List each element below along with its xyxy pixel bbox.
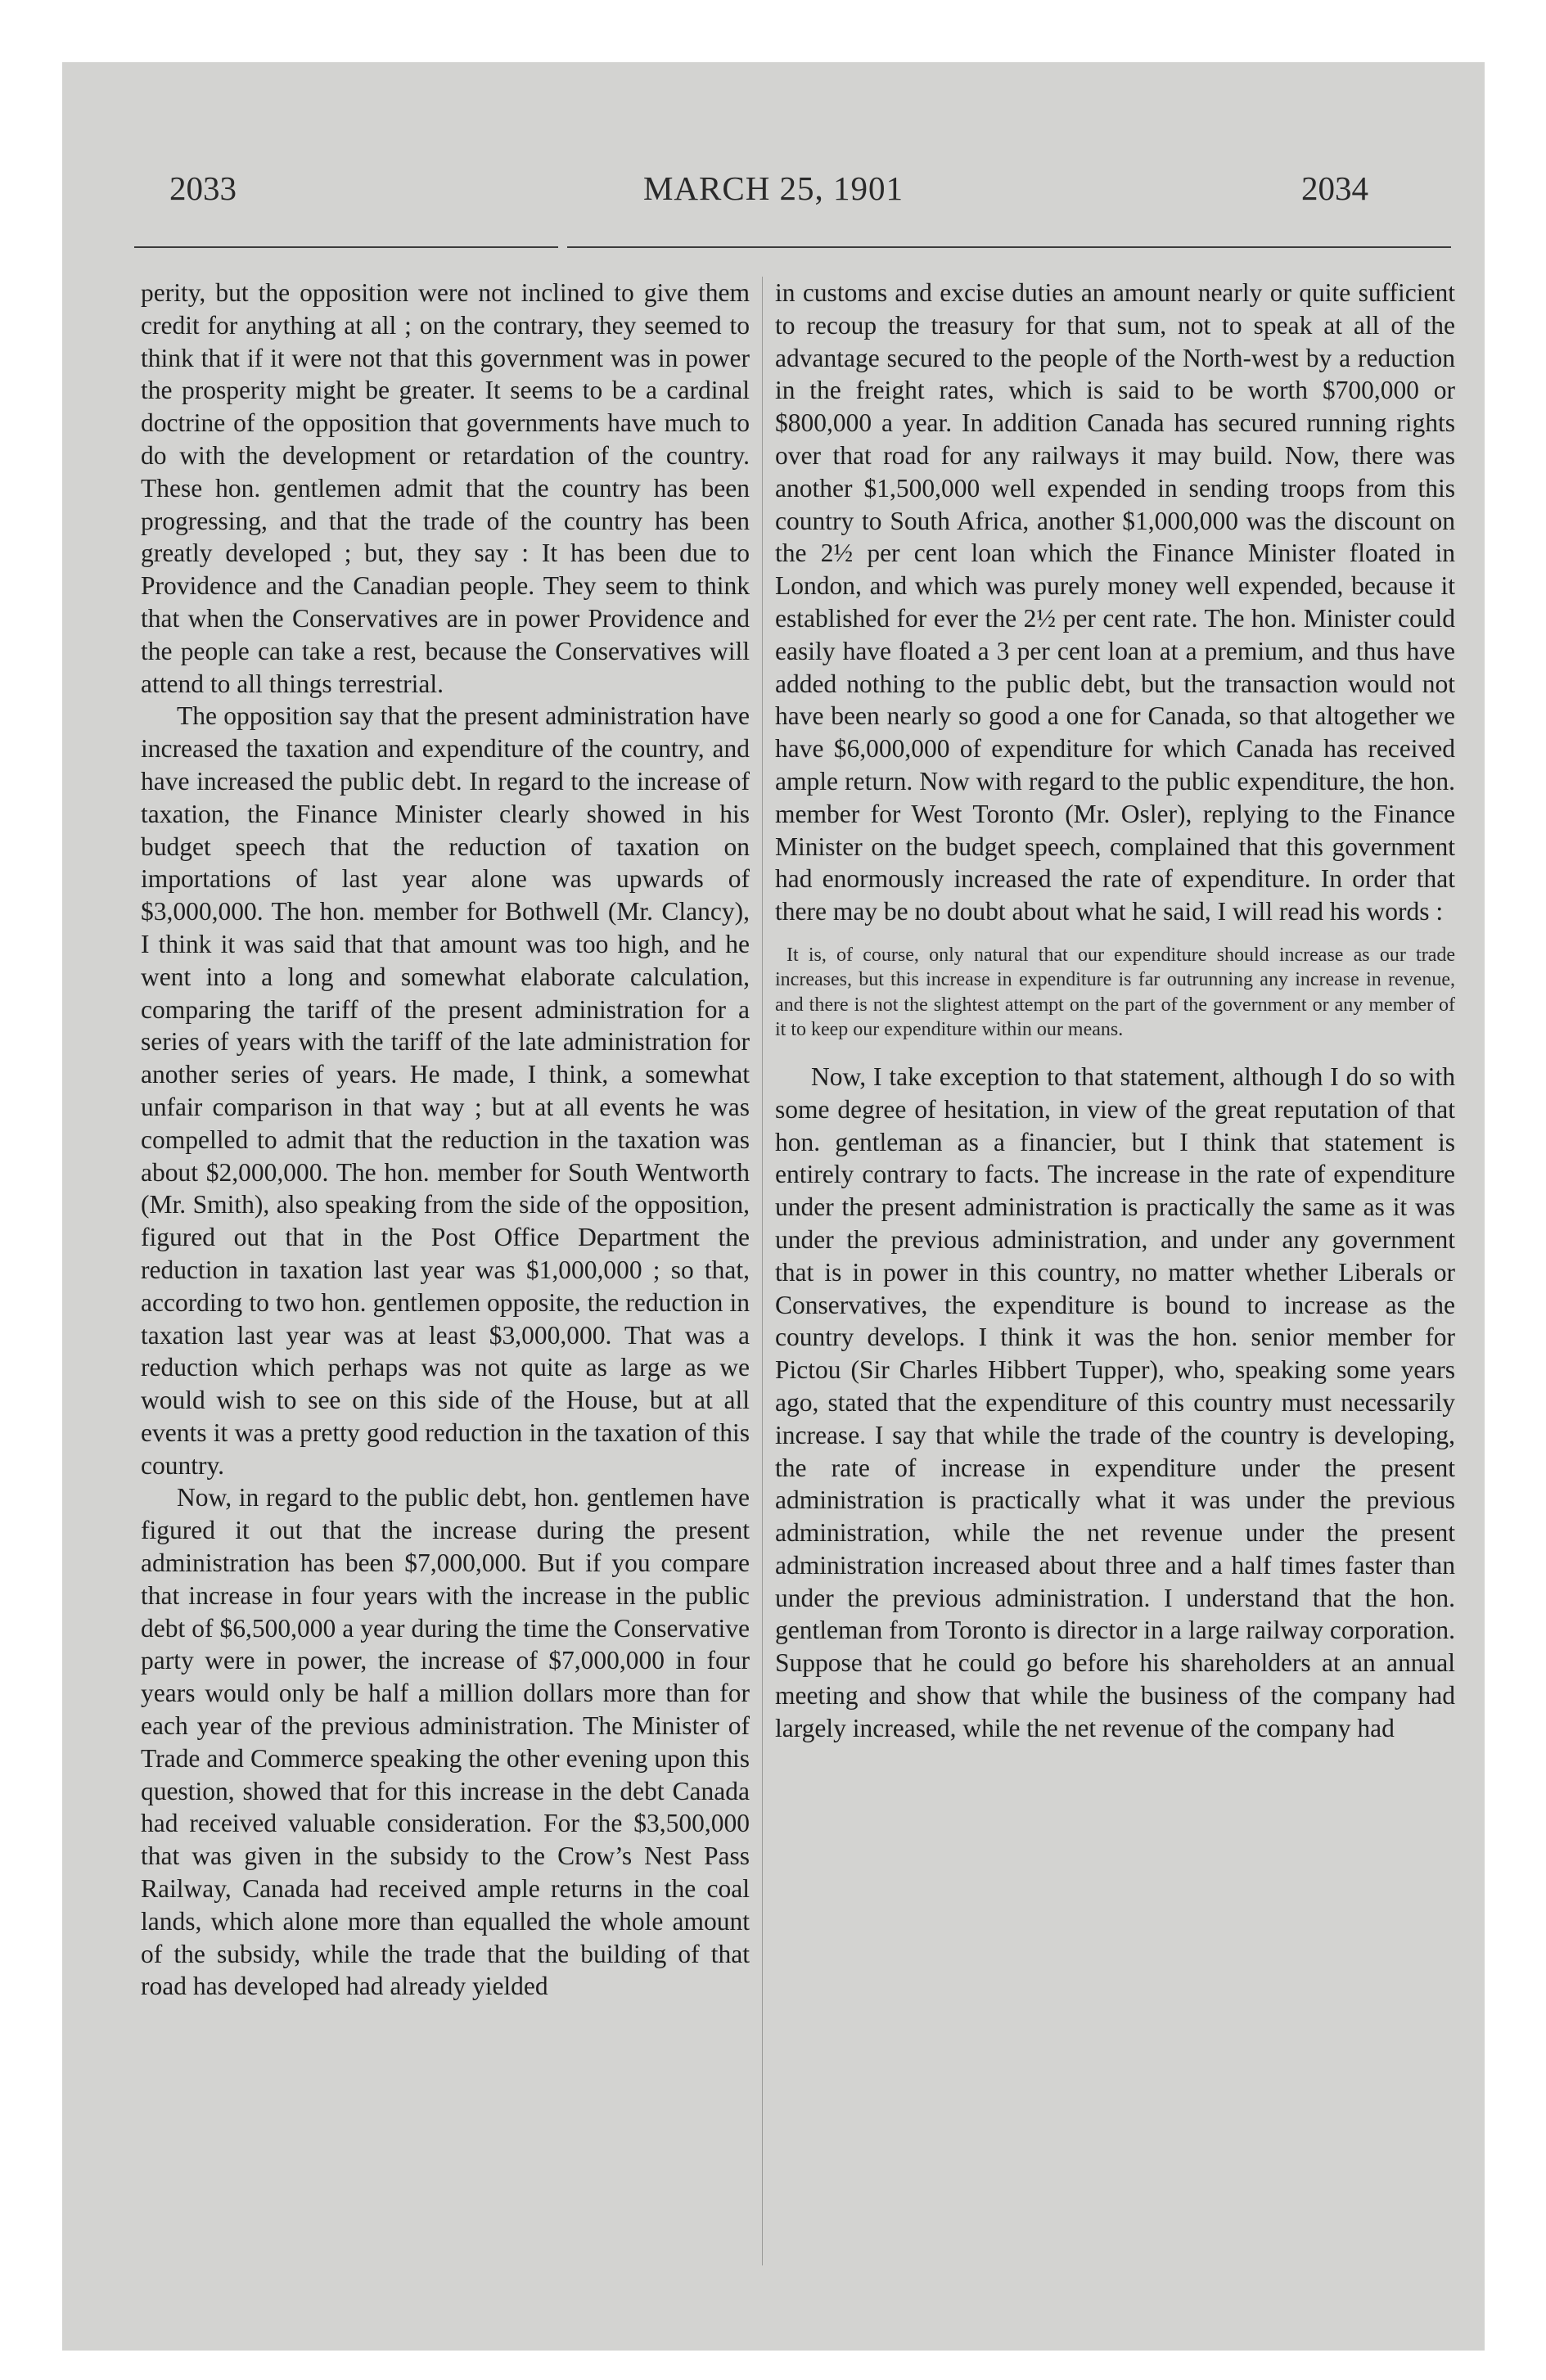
- column-divider: [762, 277, 763, 2265]
- paragraph: perity, but the opposition were not inclined to give them credit for anything at all ; on the contrary, they seemed to think that if it were not that this government was in power the prosperity might be greater. It seems to be a cardinal doctrine of the opposition that governments have much to do with the development or retardation of the country. These hon. gentlemen admit that the country has been progressing, and that the trade of the country has been greatly developed ; but, they say : It has been due to Providence and the Canadian people. They seem to think that when the Conservatives are in power Providence and the people can take a rest, because the Conservatives will attend to all things terrestrial.: [141, 278, 750, 698]
- block-quote: It is, of course, only natural that our expenditure should increase as our trade increases, but this increase in expenditure is far outrunning any increase in revenue, and there is not the slightest attempt on the part of the government or any member of it to keep our expenditure within our means.: [775, 944, 1455, 1041]
- header-rule-right: [567, 246, 1451, 248]
- page-date: MARCH 25, 1901: [642, 169, 904, 207]
- paragraph: Now, I take exception to that statement, although I do so with some degree of hesitation, in view of the great reputation of that hon. gentleman as a financier, but I think that statement is entirely contrary to facts. The increase in the rate of expenditure under the present administration is practically the same as it was under the previous administration, and under any government that is in power in this country, no matter whether Liberals or Conservatives, the expenditure is bound to increase as the country develops. I think it was the hon. senior member for Pictou (Sir Charles Hibbert Tupper), who, speaking some years ago, stated that the expenditure of this country must necessarily increase. I say that while the trade of the country is developing, the rate of increase in expenditure under the present administration is practically what it was under the previous administration, while the net revenue under the present administration increased about three and a half times faster than under the previous administration. I understand that the hon. gentleman from Toronto is director in a large railway corporation. Suppose that he could go before his shareholders at an annual meeting and show that while the business of the company had largely increased, while the net revenue of the company had: [775, 1062, 1455, 1742]
- page-number-left: 2033: [169, 169, 237, 207]
- paragraph: Now, in regard to the public debt, hon. gentlemen have figured it out that the increase during the present administration has been $7,000,000. But if you compare that increase in four years with the increase in the public debt of $6,500,000 a year during the time the Conservative party were in power, the increase of $7,000,000 in four years would only be half a million dollars more than for each year of the previous administration. The Minister of Trade and Commerce speaking the other evening upon this question, showed that for this increase in the debt Canada had received valuable consideration. For the $3,500,000 that was given in the subsidy to the Crow’s Nest Pass Railway, Canada had received ample returns in the coal lands, which alone more than equalled the whole amount of the subsidy, while the trade that the building of that road has developed had already yielded: [141, 1483, 750, 2001]
- right-column: [775, 277, 1455, 2206]
- paragraph: in customs and excise duties an amount nearly or quite sufficient to recoup the treasury for that sum, not to speak at all of the advantage secured to the people of the North-west by a reduction in the freight rates, which is said to be worth $700,000 or $800,000 a year. In addition Canada has secured running rights over that road for any railways it may build. Now, there was another $1,500,000 well expended in sending troops from this country to South Africa, another $1,000,000 was the discount on the 2½ per cent loan which the Finance Minister floated in London, and which was purely money well expended, because it established for ever the 2½ per cent rate. The hon. Minister could easily have floated a 3 per cent loan at a premium, and thus have added nothing to the public debt, but the transaction would not have been nearly so good a one for Canada, so that altogether we have $6,000,000 of expenditure for which Canada has received ample return. Now with regard to the public expenditure, the hon. member for West Toronto (Mr. Osler), replying to the Finance Minister on the budget speech, complained that this government had enormously increased the rate of expenditure. In order that there may be no doubt about what he said, I will read his words :: [775, 278, 1455, 926]
- left-column: [141, 277, 750, 2206]
- page-number-right: 2034: [1301, 169, 1368, 207]
- paragraph: The opposition say that the present administration have increased the taxation and expenditure of the country, and have increased the public debt. In regard to the increase of taxation, the Finance Minister clearly showed in his budget speech that the reduction of taxation on importations of last year alone was upwards of $3,000,000. The hon. member for Bothwell (Mr. Clancy), I think it was said that that amount was too high, and he went into a long and somewhat elaborate calculation, comparing the tariff of the present administration for a series of years with the tariff of the late administration for another series of years. He made, I think, a somewhat unfair comparison in that way ; but at all events he was compelled to admit that the reduction in the taxation was about $2,000,000. The hon. member for South Wentworth (Mr. Smith), also speaking from the side of the opposition, figured out that in the Post Office Department the reduction in taxation last year was $1,000,000 ; so that, according to two hon. gentlemen opposite, the reduction in taxation last year was at least $3,000,000. That was a reduction which perhaps was not quite as large as we would wish to see on this side of the House, but at all events it was a pretty good reduction in the taxation of this country.: [141, 701, 750, 1480]
- page-header: [62, 169, 1485, 221]
- scanned-page: [62, 62, 1485, 2351]
- header-rule-left: [134, 246, 558, 248]
